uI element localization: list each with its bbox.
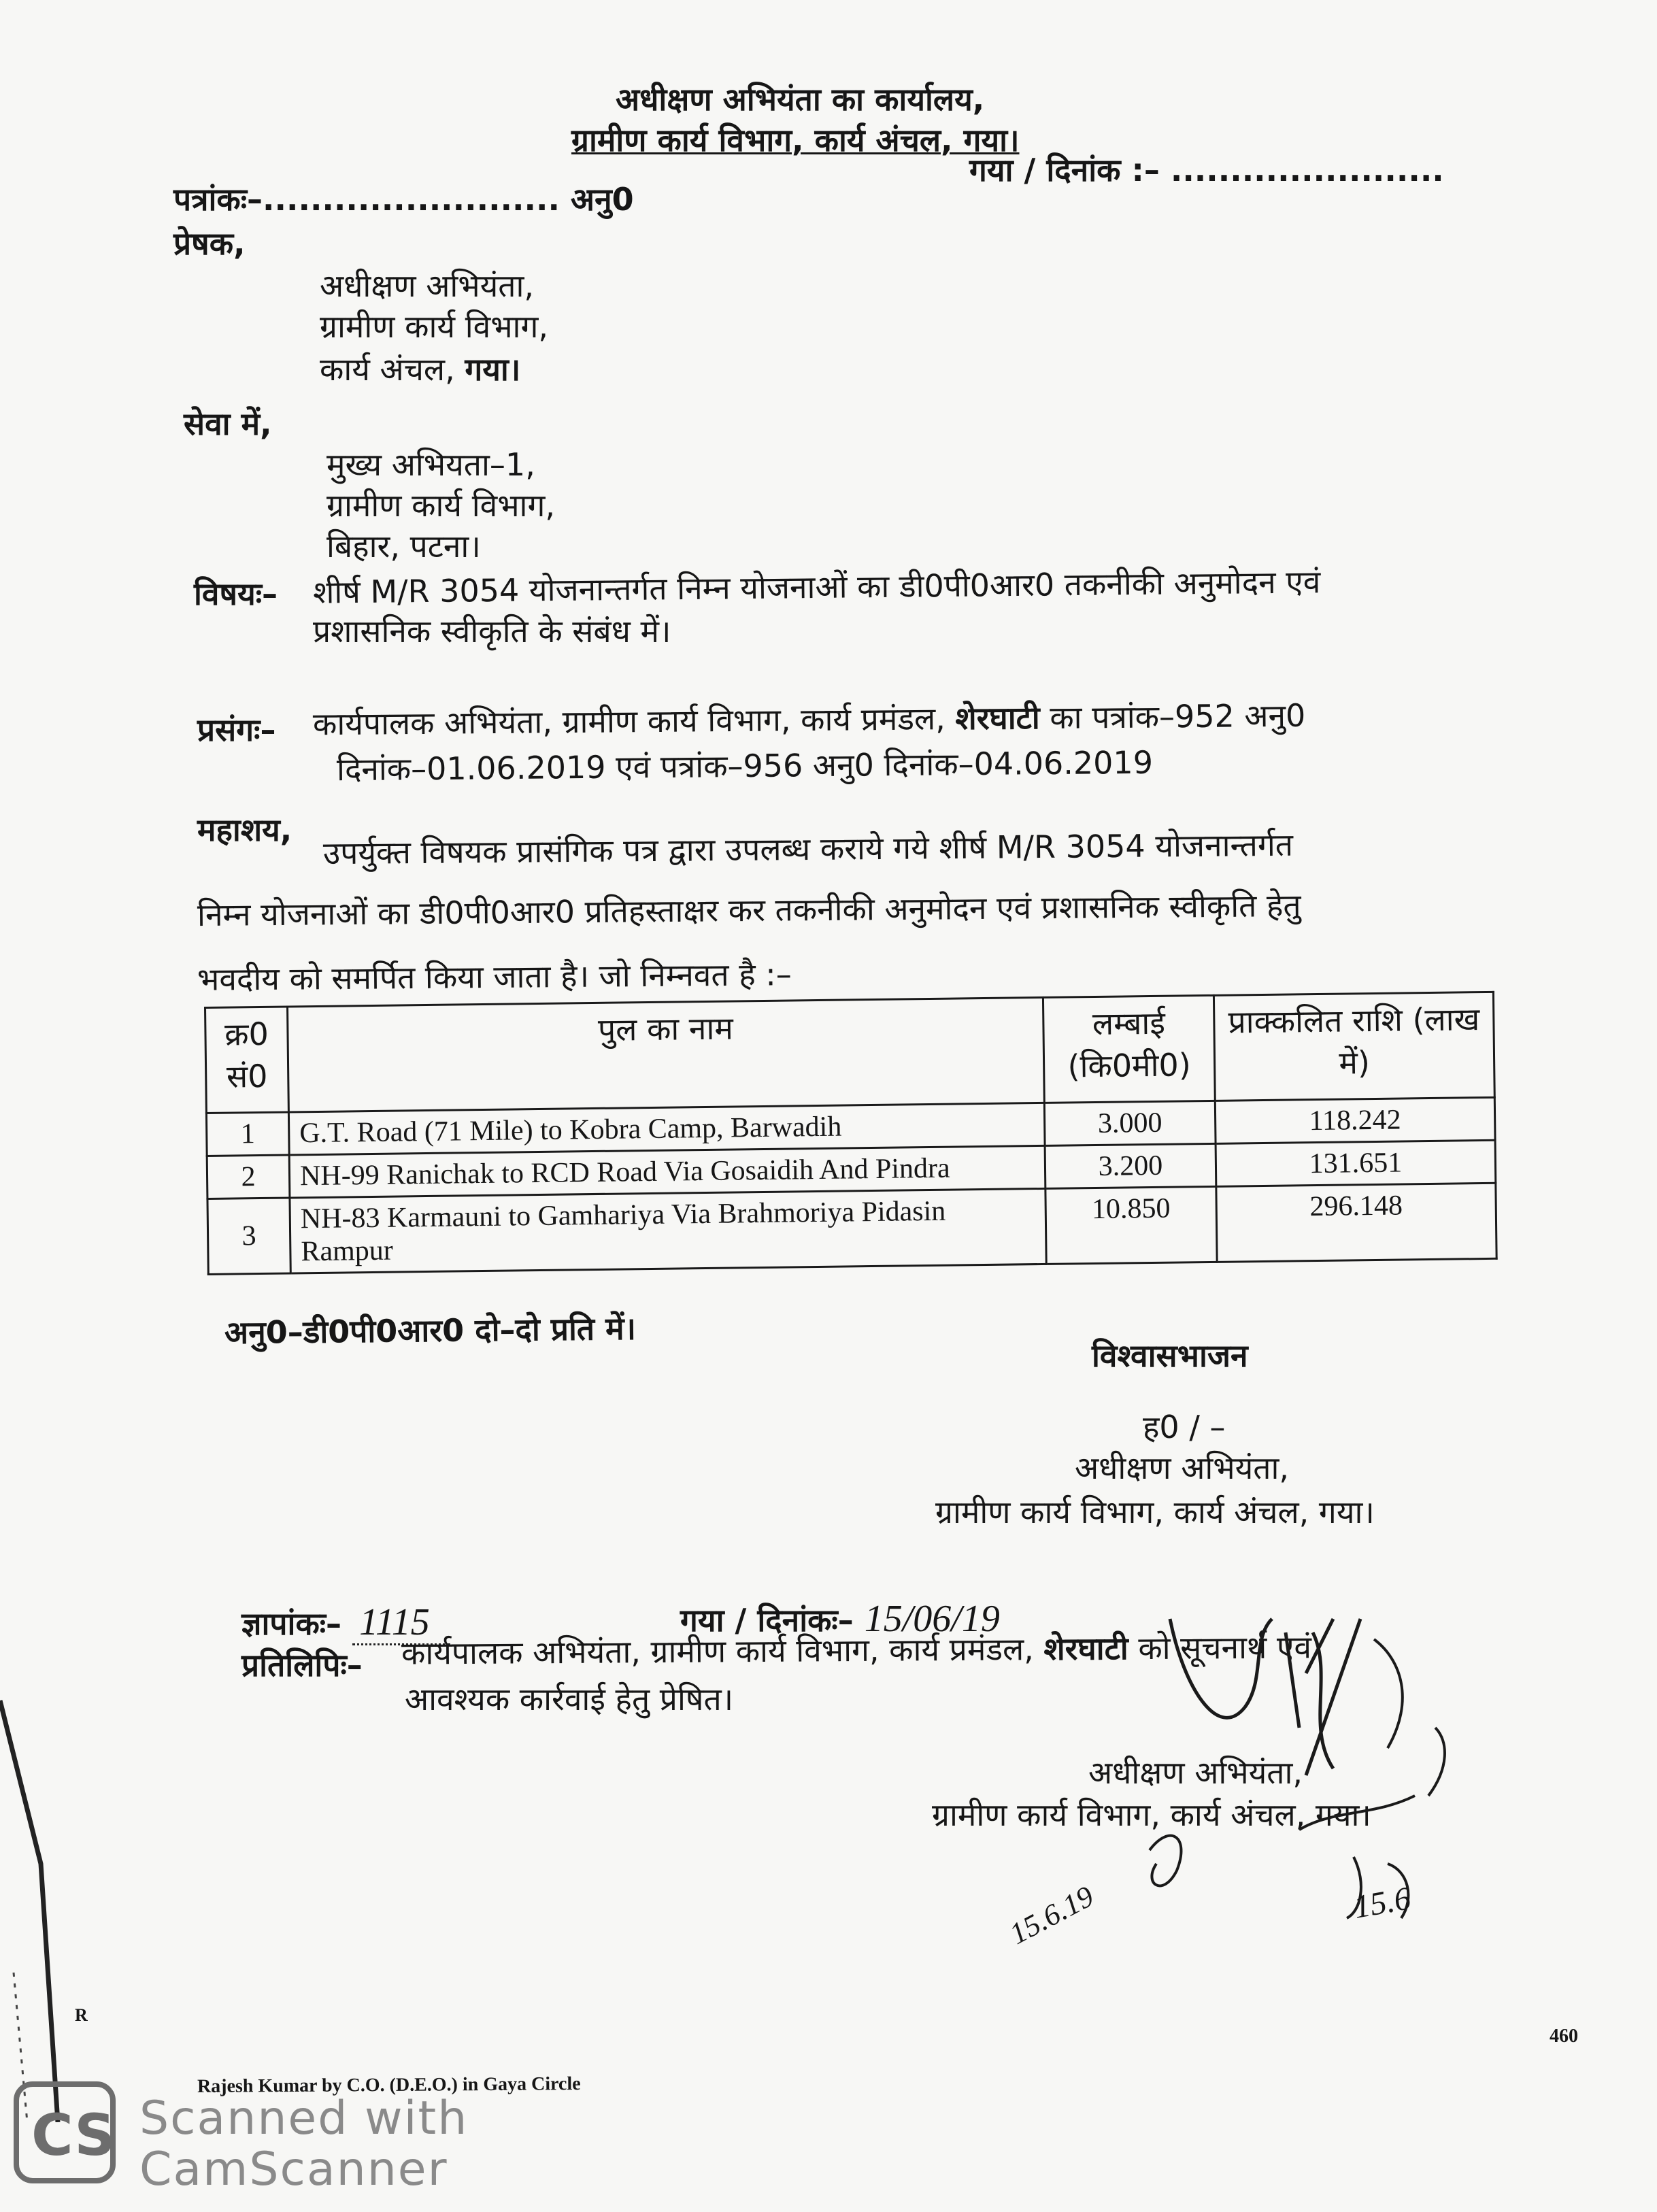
reference-label: प्रसंगः– [197, 711, 276, 748]
memo-number-handwritten: 1115 [352, 1601, 450, 1645]
row-length: 3.000 [1044, 1101, 1216, 1145]
sender-line1: अधीक्षण अभियंता, [320, 267, 535, 304]
reference-office: शेरघाटी [955, 699, 1040, 737]
subject-label: विषयः– [194, 575, 278, 612]
watermark-line1: Scanned with [139, 2092, 469, 2145]
sender-line3 [320, 350, 520, 390]
row-amount: 118.242 [1215, 1097, 1495, 1143]
scan-edge-shadow [0, 1687, 82, 2122]
copy-office: शेरघाटी [1043, 1630, 1128, 1668]
margin-mark: R [75, 2005, 88, 2025]
row-name: G.T. Road (71 Mile) to Kobra Camp, Barwadih [288, 1103, 1045, 1155]
handwritten-date-initials: 15.6.19 [1004, 1879, 1099, 1951]
copy-line1-end: को सूचनार्थ एवं [1138, 1628, 1312, 1667]
camscanner-logo-text: CS [31, 2102, 116, 2168]
memo-sign-designation1: अधीक्षण अभियंता, [1088, 1754, 1303, 1791]
place-date: गया / दिनांक :– ....................... [969, 152, 1444, 188]
header-sn: क्र0 सं0 [205, 1007, 289, 1113]
sender-line2: ग्रामीण कार्य विभाग, [320, 308, 548, 345]
memo-date-label: गया / दिनांकः– [680, 1602, 854, 1639]
closing-yours: विश्वासभाजन [1092, 1337, 1248, 1374]
row-amount: 296.148 [1216, 1183, 1496, 1262]
row-length: 3.200 [1045, 1143, 1216, 1188]
sender-label: प्रेषक, [173, 225, 246, 262]
bridge-table [204, 991, 1498, 1275]
reference-line1-text: कार्यपालक अभियंता, ग्रामीण कार्य विभाग, कार्य प्रमंडल, [312, 700, 946, 743]
row-sn: 3 [207, 1198, 290, 1274]
closing-signed: ह0 / – [1143, 1409, 1226, 1445]
row-sn: 2 [207, 1155, 290, 1199]
header-amount: प्राक्कलित राशि (लाख में) [1214, 992, 1494, 1101]
body-line2: निम्न योजनाओं का डी0पी0आर0 प्रतिहस्ताक्षर कर तकनीकी अनुमोदन एवं प्रशासनिक स्वीकृति हेतु [197, 886, 1301, 934]
enclosure-note: अनु0–डी0पी0आर0 दो–दो प्रति में। [224, 1309, 637, 1352]
recipient-line2: ग्रामीण कार्य विभाग, [327, 487, 555, 524]
closing-designation2: ग्रामीण कार्य विभाग, कार्य अंचल, गया। [935, 1494, 1375, 1530]
table-row [207, 1183, 1496, 1274]
sender-line3-prefix: कार्य अंचल, [320, 351, 455, 388]
header-length: लम्बाई (कि0मी0) [1043, 995, 1215, 1103]
handwritten-date-second: 15.6 [1351, 1880, 1413, 1926]
table-header-row [205, 992, 1495, 1113]
subject-line2: प्रशासनिक स्वीकृति के संबंध में। [313, 613, 671, 650]
office-subtitle: ग्रामीण कार्य विभाग, कार्य अंचल, गया। [571, 122, 1020, 158]
page-number: 460 [1550, 2026, 1578, 2047]
reference-letter-no: का पत्रांक–952 अनु0 [1050, 697, 1306, 736]
copy-line2: आवश्यक कार्रवाई हेतु प्रेषित। [405, 1681, 734, 1717]
recipient-label: सेवा में, [184, 405, 272, 442]
row-name: NH-83 Karmauni to Gamhariya Via Brahmoriya Pidasin Rampur [290, 1188, 1046, 1273]
operator-credit: Rajesh Kumar by C.O. (D.E.O.) in Gaya Circle [197, 2073, 581, 2097]
memo-number-label: ज्ञापांकः– [241, 1605, 342, 1642]
subject-line1: शीर्ष M/R 3054 योजनान्तर्गत निम्न योजनाओं का डी0पी0आर0 तकनीकी अनुमोदन एवं [312, 563, 1321, 611]
copy-line1-text: कार्यपालक अभियंता, ग्रामीण कार्य विभाग, कार्य प्रमंडल, [401, 1630, 1034, 1672]
body-line1: उपर्युक्त विषयक प्रासंगिक पत्र द्वारा उपलब्ध कराये गये शीर्ष M/R 3054 योजनान्तर्गत [322, 826, 1294, 872]
watermark-line2: CamScanner [139, 2143, 448, 2196]
recipient-line3: बिहार, पटना। [327, 528, 481, 565]
memo-sign-designation2: ग्रामीण कार्य विभाग, कार्य अंचल, गया। [932, 1796, 1371, 1833]
camscanner-logo-icon [14, 2081, 116, 2183]
office-title: अधीक्षण अभियंता का कार्यालय, [616, 81, 985, 118]
row-sn: 1 [206, 1112, 289, 1156]
closing-designation1: अधीक्षण अभियंता, [1075, 1449, 1290, 1486]
reference-line1 [313, 697, 1306, 744]
memo-date-handwritten: 15/06/19 [864, 1598, 1000, 1640]
reference-line2: दिनांक–01.06.2019 एवं पत्रांक–956 अनु0 दिनांक–04.06.2019 [336, 743, 1154, 788]
letter-number: पत्रांकः–......................... अनु0 [173, 181, 634, 218]
sender-line3-city: गया। [465, 351, 521, 388]
recipient-line1: मुख्य अभियता–1, [327, 446, 535, 483]
salutation: महाशय, [197, 811, 292, 848]
row-amount: 131.651 [1216, 1140, 1496, 1186]
header-name: पुल का नाम [288, 997, 1045, 1112]
body-line3: भवदीय को समर्पित किया जाता है। जो निम्नवत है :– [197, 956, 792, 998]
copy-label: प्रतिलिपिः– [241, 1647, 363, 1683]
row-length: 10.850 [1045, 1186, 1217, 1264]
row-name: NH-99 Ranichak to RCD Road Via Gosaidih And Pindra [289, 1145, 1045, 1198]
